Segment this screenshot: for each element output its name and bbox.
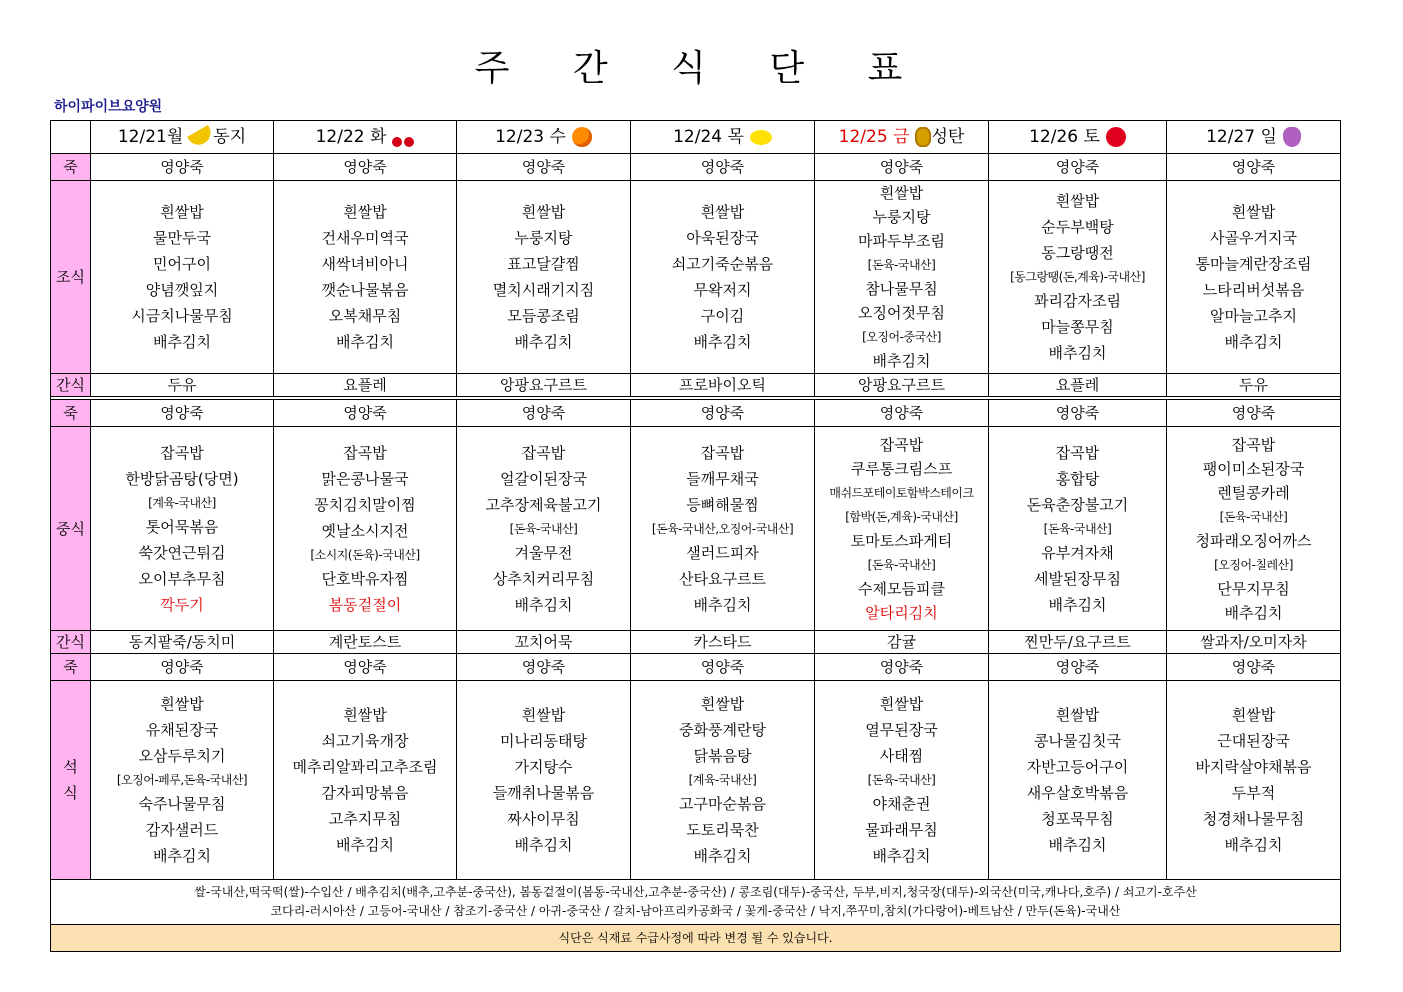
menu-cell	[457, 681, 631, 880]
menu-cell	[274, 374, 457, 397]
menu-cell	[989, 374, 1167, 397]
menu-cell	[631, 154, 815, 181]
menu-cell	[457, 154, 631, 181]
menu-item: 쇠고기죽순볶음	[671, 255, 774, 273]
menu-item: [계육-국내산]	[688, 773, 757, 787]
menu-item: 두부적	[1231, 784, 1276, 802]
menu-item: 맑은콩나물국	[321, 469, 409, 488]
menu-item: 단무지무침	[1217, 579, 1290, 598]
lunch-row	[51, 427, 1341, 631]
menu-cell	[457, 427, 631, 631]
menu-item: 닭볶음탕	[693, 747, 752, 765]
menu-item: 영양죽	[700, 658, 745, 676]
menu-cell	[815, 154, 989, 181]
menu-item: 누룽지탕	[872, 208, 931, 226]
menu-item: 들깨무채국	[686, 469, 759, 488]
menu-cell	[815, 181, 989, 374]
menu-item: 두유	[167, 376, 197, 394]
breakfast-juk-row	[51, 154, 1341, 181]
menu-cell	[1167, 374, 1341, 397]
menu-cell	[631, 631, 815, 654]
origin-info	[51, 880, 1341, 925]
menu-item: 흰쌀밥	[1231, 203, 1276, 221]
menu-cell	[815, 681, 989, 880]
menu-item: 영양죽	[879, 658, 924, 676]
menu-item: 상추치커리무침	[492, 569, 595, 588]
menu-item: 영양죽	[1231, 404, 1276, 422]
menu-cell	[631, 681, 815, 880]
menu-item: 물파래무침	[865, 821, 938, 839]
menu-item: 흰쌀밥	[521, 203, 566, 221]
menu-cell	[274, 427, 457, 631]
menu-item: 산타요구르트	[679, 569, 766, 588]
menu-item: 요플레	[343, 376, 387, 394]
menu-cell	[631, 427, 815, 631]
menu-item: 배추김치	[1224, 333, 1283, 351]
menu-item: 마늘쫑무침	[1041, 318, 1114, 336]
menu-cell	[274, 181, 457, 374]
menu-item: 홍합탕	[1055, 469, 1100, 488]
menu-item: [돈육-국내산]	[1043, 521, 1112, 536]
menu-item: 감귤	[887, 633, 916, 651]
orange-icon	[572, 127, 592, 147]
menu-cell	[631, 654, 815, 681]
menu-item: 배추김치	[514, 333, 573, 351]
lunch-juk-row	[51, 400, 1341, 427]
menu-item: 프로바이오틱	[679, 376, 766, 394]
menu-item: 아욱된장국	[686, 229, 759, 247]
menu-item: 배추김치	[1224, 836, 1283, 854]
menu-item: 겨울무전	[514, 543, 573, 562]
menu-item: 건새우미역국	[321, 229, 409, 247]
menu-item: 알마늘고추지	[1210, 307, 1297, 325]
menu-item: 세발된장무침	[1034, 569, 1121, 588]
menu-item: 시금치나물무침	[131, 307, 233, 325]
menu-item: 영양죽	[879, 158, 924, 176]
menu-cell	[631, 374, 815, 397]
menu-cell	[989, 631, 1167, 654]
menu-item: 감자샐러드	[145, 821, 219, 839]
menu-cell	[1167, 631, 1341, 654]
row-label-snack: 간식	[51, 631, 91, 654]
menu-item: 영양죽	[1231, 658, 1276, 676]
day-header-0: 12/21월 동지	[91, 121, 274, 154]
menu-item: 오징어젓무침	[858, 304, 945, 322]
menu-item: 쇠고기육개장	[321, 732, 409, 750]
notice-text: 식단은 식재료 수급사정에 따라 변경 될 수 있습니다.	[51, 925, 1341, 952]
menu-item: 배추김치	[336, 333, 394, 351]
menu-item: 통마늘계란장조림	[1195, 255, 1312, 273]
menu-item: 멸치시래기지짐	[492, 281, 595, 299]
menu-cell	[989, 654, 1167, 681]
menu-item: 콩나물김칫국	[1034, 732, 1121, 750]
menu-item: 동그랑땡전	[1041, 244, 1114, 262]
day-header-4: 12/25 금 성탄	[815, 121, 989, 154]
menu-item: 잡곡밥	[1231, 435, 1276, 454]
menu-item: 영양죽	[521, 158, 566, 176]
menu-item: 영양죽	[343, 404, 387, 422]
origin-line-2: 코다리-러시아산 / 고등어-국내산 / 참조기-중국산 / 아귀-중국산 / 갈치-남아프리카공화국 / 꽃게-중국산 / 낙지,쭈꾸미,참치(가다랑어)-베트남산 / 만두(돈육)-국내산	[270, 904, 1121, 918]
corner-cell	[51, 121, 91, 154]
lemon-icon	[750, 130, 772, 145]
menu-item: 영양죽	[879, 404, 924, 422]
menu-item: 배추김치	[693, 847, 752, 865]
menu-cell	[1167, 427, 1341, 631]
menu-cell	[1167, 681, 1341, 880]
menu-item: 무왁저지	[693, 281, 752, 299]
menu-cell	[91, 400, 274, 427]
menu-item: 깍두기	[160, 595, 204, 614]
menu-cell	[989, 181, 1167, 374]
menu-cell	[274, 654, 457, 681]
menu-cell	[91, 427, 274, 631]
menu-item: 흰쌀밥	[1231, 706, 1276, 724]
menu-cell	[815, 631, 989, 654]
menu-item: 청포묵무침	[1041, 810, 1114, 828]
menu-item: 배추김치	[693, 595, 752, 614]
afternoon-snack-row	[51, 631, 1341, 654]
menu-item: 잡곡밥	[700, 443, 745, 462]
menu-item: 흰쌀밥	[521, 706, 566, 724]
menu-item: 매쉬드포테이토함박스테이크	[829, 485, 974, 500]
menu-item: 오삼두루치기	[138, 747, 226, 765]
menu-cell	[989, 400, 1167, 427]
menu-item: 표고달걀찜	[507, 255, 580, 273]
menu-item: 영양죽	[1055, 658, 1100, 676]
row-label-lunch: 중식	[51, 427, 91, 631]
menu-item: 영양죽	[700, 158, 745, 176]
menu-item: 근대된장국	[1217, 732, 1290, 750]
menu-item: 새싹녀비아니	[321, 255, 409, 273]
menu-item: 꼬치어묵	[514, 633, 573, 651]
menu-item: 쌀과자/오미자차	[1200, 633, 1307, 651]
menu-item: 흰쌀밥	[1055, 706, 1100, 724]
menu-item: 배추김치	[1048, 836, 1107, 854]
menu-item: 잡곡밥	[160, 443, 204, 462]
menu-item: 쿠루통크림스프	[850, 459, 953, 478]
menu-item: 청파래오징어까스	[1195, 531, 1312, 550]
menu-item: 사골우거지국	[1210, 229, 1297, 247]
dinner-row	[51, 681, 1341, 880]
menu-item: 도토리묵찬	[686, 821, 759, 839]
menu-cell	[815, 400, 989, 427]
menu-cell	[91, 154, 274, 181]
menu-item: 영양죽	[160, 404, 204, 422]
menu-item: 카스타드	[693, 633, 752, 651]
day-header-2: 12/23 수	[457, 121, 631, 154]
menu-cell	[1167, 181, 1341, 374]
day-header-5: 12/26 토	[989, 121, 1167, 154]
menu-item: 동지팥죽/동치미	[128, 633, 236, 651]
menu-item: 오복채무침	[328, 307, 402, 325]
menu-item: 배추김치	[153, 847, 211, 865]
menu-item: 톳어묵볶음	[145, 517, 219, 536]
menu-item: [돈육-국내산]	[509, 521, 578, 536]
menu-item: 잡곡밥	[343, 443, 387, 462]
menu-item: 모듬콩조림	[507, 307, 580, 325]
menu-item: 단호박유자찜	[321, 569, 409, 588]
menu-item: 배추김치	[872, 352, 931, 370]
menu-item: 고추지무침	[328, 810, 402, 828]
menu-item: 느타리버섯볶음	[1202, 281, 1305, 299]
menu-cell	[91, 181, 274, 374]
morning-snack-row	[51, 374, 1341, 397]
menu-item: 들깨취나물볶음	[492, 784, 595, 802]
menu-item: 배추김치	[1048, 595, 1107, 614]
menu-cell	[1167, 154, 1341, 181]
menu-item: 꽁치김치말이찜	[314, 495, 416, 514]
menu-item: 배추김치	[514, 595, 573, 614]
menu-cell	[989, 154, 1167, 181]
menu-item: 유채된장국	[145, 721, 219, 739]
page-title: 주 간 식 단 표	[474, 48, 929, 89]
menu-item: 구이김	[700, 307, 745, 325]
menu-item: 마파두부조림	[858, 232, 945, 250]
menu-item: 영양죽	[700, 404, 745, 422]
menu-cell	[91, 681, 274, 880]
menu-item: 한방닭곰탕(당면)	[125, 469, 239, 488]
menu-item: 영양죽	[521, 404, 566, 422]
menu-item: 요플레	[1055, 376, 1100, 394]
row-label-dinner: 석 식	[51, 681, 91, 880]
menu-cell	[457, 400, 631, 427]
menu-item: 영양죽	[1055, 158, 1100, 176]
menu-item: 수제모듬피클	[858, 579, 945, 598]
apple-icon	[1106, 127, 1126, 147]
menu-cell	[91, 631, 274, 654]
menu-item: 짜사이무침	[507, 810, 580, 828]
menu-item: 잡곡밥	[521, 443, 566, 462]
dinner-juk-row	[51, 654, 1341, 681]
grape-icon	[1283, 127, 1301, 147]
menu-item: 미나리동태탕	[500, 732, 587, 750]
menu-item: 흰쌀밥	[1055, 192, 1100, 210]
menu-item: 배추김치	[1048, 344, 1107, 362]
menu-item: 흰쌀밥	[343, 203, 387, 221]
menu-item: 영양죽	[160, 658, 204, 676]
menu-item: 가지탕수	[514, 758, 573, 776]
menu-item: 앙팡요구르트	[500, 376, 587, 394]
weekly-menu-table	[50, 120, 1341, 952]
menu-item: 렌틸콩카레	[1217, 483, 1290, 502]
menu-item: 새우살호박볶음	[1026, 784, 1129, 802]
menu-item: 돈육춘장불고기	[1026, 495, 1129, 514]
menu-item: 영양죽	[1055, 404, 1100, 422]
menu-item: 찐만두/요구르트	[1024, 633, 1131, 651]
menu-item: 영양죽	[160, 158, 204, 176]
breakfast-row	[51, 181, 1341, 374]
menu-item: 감자피망볶음	[321, 784, 409, 802]
cherry-icon	[392, 127, 414, 147]
menu-item: 흰쌀밥	[160, 203, 204, 221]
menu-item: 꽈리감자조림	[1034, 292, 1121, 310]
menu-cell	[274, 681, 457, 880]
menu-item: 흰쌀밥	[879, 695, 924, 713]
menu-item: 앙팡요구르트	[858, 376, 945, 394]
menu-item: 샐러드피자	[686, 543, 759, 562]
menu-item: 배추김치	[1224, 603, 1283, 622]
row-label-snack: 간식	[51, 374, 91, 397]
menu-item: 등뼈해물찜	[686, 495, 759, 514]
menu-item: 영양죽	[1231, 158, 1276, 176]
menu-cell	[815, 654, 989, 681]
menu-item: 고추장제육불고기	[485, 495, 602, 514]
menu-item: 배추김치	[336, 836, 394, 854]
menu-item: [돈육-국내산]	[867, 258, 936, 272]
menu-item: 양념깻잎지	[145, 281, 219, 299]
menu-item: 알타리김치	[865, 603, 938, 622]
notice-row	[51, 925, 1341, 952]
menu-item: 배추김치	[153, 333, 211, 351]
menu-item: [돈육-국내산,오징어-국내산]	[651, 521, 794, 536]
menu-item: 배추김치	[693, 333, 752, 351]
row-label-breakfast: 조식	[51, 181, 91, 374]
menu-item: [소시지(돈육)-국내산]	[310, 547, 420, 562]
day-header-1: 12/22 화	[274, 121, 457, 154]
menu-item: 물만두국	[153, 229, 211, 247]
menu-item: 쑥갓연근튀김	[138, 543, 226, 562]
menu-cell	[274, 631, 457, 654]
menu-item: [돈육-국내산]	[1219, 509, 1288, 524]
pineapple-icon	[915, 127, 931, 147]
menu-cell	[91, 654, 274, 681]
menu-item: 오이부추무침	[138, 569, 226, 588]
menu-item: 토마토스파게티	[850, 531, 953, 550]
menu-item: [돈육-국내산]	[867, 773, 936, 787]
menu-item: 흰쌀밥	[700, 695, 745, 713]
row-label-juk: 죽	[51, 154, 91, 181]
menu-cell	[457, 654, 631, 681]
menu-item: [돈육-국내산]	[867, 557, 936, 572]
menu-item: 열무된장국	[865, 721, 938, 739]
menu-item: 바지락살야채볶음	[1195, 758, 1312, 776]
origin-line-1: 쌀-국내산,떡국떡(쌀)-수입산 / 배추김치(배추,고추분-중국산), 봄동겉절이(봄동-국내산,고추분-중국산) / 콩조림(대두)-중국산, 두부,비지,청국장(대두)-외국산(미국,캐나다,호주) / 쇠고기-호주산	[194, 885, 1197, 899]
row-label-juk: 죽	[51, 400, 91, 427]
menu-item: 잡곡밥	[1055, 443, 1100, 462]
day-header-6: 12/27 일	[1167, 121, 1341, 154]
menu-item: 참나물무침	[865, 280, 938, 298]
menu-cell	[1167, 654, 1341, 681]
menu-item: 팽이미소된장국	[1202, 459, 1305, 478]
menu-item: 자반고등어구이	[1026, 758, 1129, 776]
menu-item: 옛날소시지전	[321, 521, 409, 540]
menu-item: [계육-국내산]	[148, 495, 216, 510]
menu-item: [오징어-중국산]	[862, 330, 941, 344]
origin-info-row	[51, 880, 1341, 925]
menu-item: 중화풍계란탕	[679, 721, 766, 739]
menu-item: [오징어-칠레산]	[1214, 557, 1293, 572]
menu-item: 두유	[1239, 376, 1268, 394]
menu-cell	[274, 154, 457, 181]
row-label-juk: 죽	[51, 654, 91, 681]
menu-item: 사태찜	[879, 747, 924, 765]
menu-item: 야채춘권	[872, 795, 931, 813]
menu-item: 배추김치	[872, 847, 931, 865]
menu-cell	[91, 374, 274, 397]
menu-item: 흰쌀밥	[343, 706, 387, 724]
menu-item: 청경채나물무침	[1202, 810, 1305, 828]
menu-cell	[457, 374, 631, 397]
menu-cell	[457, 631, 631, 654]
menu-item: 누룽지탕	[514, 229, 573, 247]
banana-icon	[187, 125, 215, 149]
menu-item: 숙주나물무침	[138, 795, 226, 813]
menu-cell	[631, 400, 815, 427]
menu-cell	[631, 181, 815, 374]
menu-item: 흰쌀밥	[160, 695, 204, 713]
menu-item: 영양죽	[521, 658, 566, 676]
menu-cell	[815, 427, 989, 631]
day-header-row	[51, 121, 1341, 154]
menu-cell	[815, 374, 989, 397]
menu-item: 얼갈이된장국	[500, 469, 587, 488]
menu-item: 깻순나물볶음	[321, 281, 409, 299]
menu-item: 고구마순볶음	[679, 795, 766, 813]
menu-cell	[457, 181, 631, 374]
menu-item: 배추김치	[514, 836, 573, 854]
menu-item: 흰쌀밥	[700, 203, 745, 221]
menu-cell	[1167, 400, 1341, 427]
menu-item: 영양죽	[343, 658, 387, 676]
organization-name: 하이파이브요양원	[54, 99, 163, 115]
menu-item: [함박(돈,계육)-국내산]	[845, 509, 958, 524]
day-header-3: 12/24 목	[631, 121, 815, 154]
menu-item: 메추리알꽈리고추조림	[292, 758, 438, 776]
menu-item: 순두부백탕	[1041, 218, 1114, 236]
menu-item: 영양죽	[343, 158, 387, 176]
menu-item: 계란토스트	[328, 633, 402, 651]
menu-item: [동그랑땡(돈,계육)-국내산]	[1010, 270, 1145, 284]
menu-item: 잡곡밥	[879, 435, 924, 454]
menu-cell	[989, 681, 1167, 880]
menu-item: 봄동겉절이	[328, 595, 402, 614]
menu-cell	[274, 400, 457, 427]
menu-cell	[989, 427, 1167, 631]
menu-item: 유부겨자채	[1041, 543, 1114, 562]
menu-item: [오징어-페루,돈육-국내산]	[116, 773, 248, 787]
menu-item: 민어구이	[153, 255, 211, 273]
menu-item: 흰쌀밥	[879, 184, 924, 202]
